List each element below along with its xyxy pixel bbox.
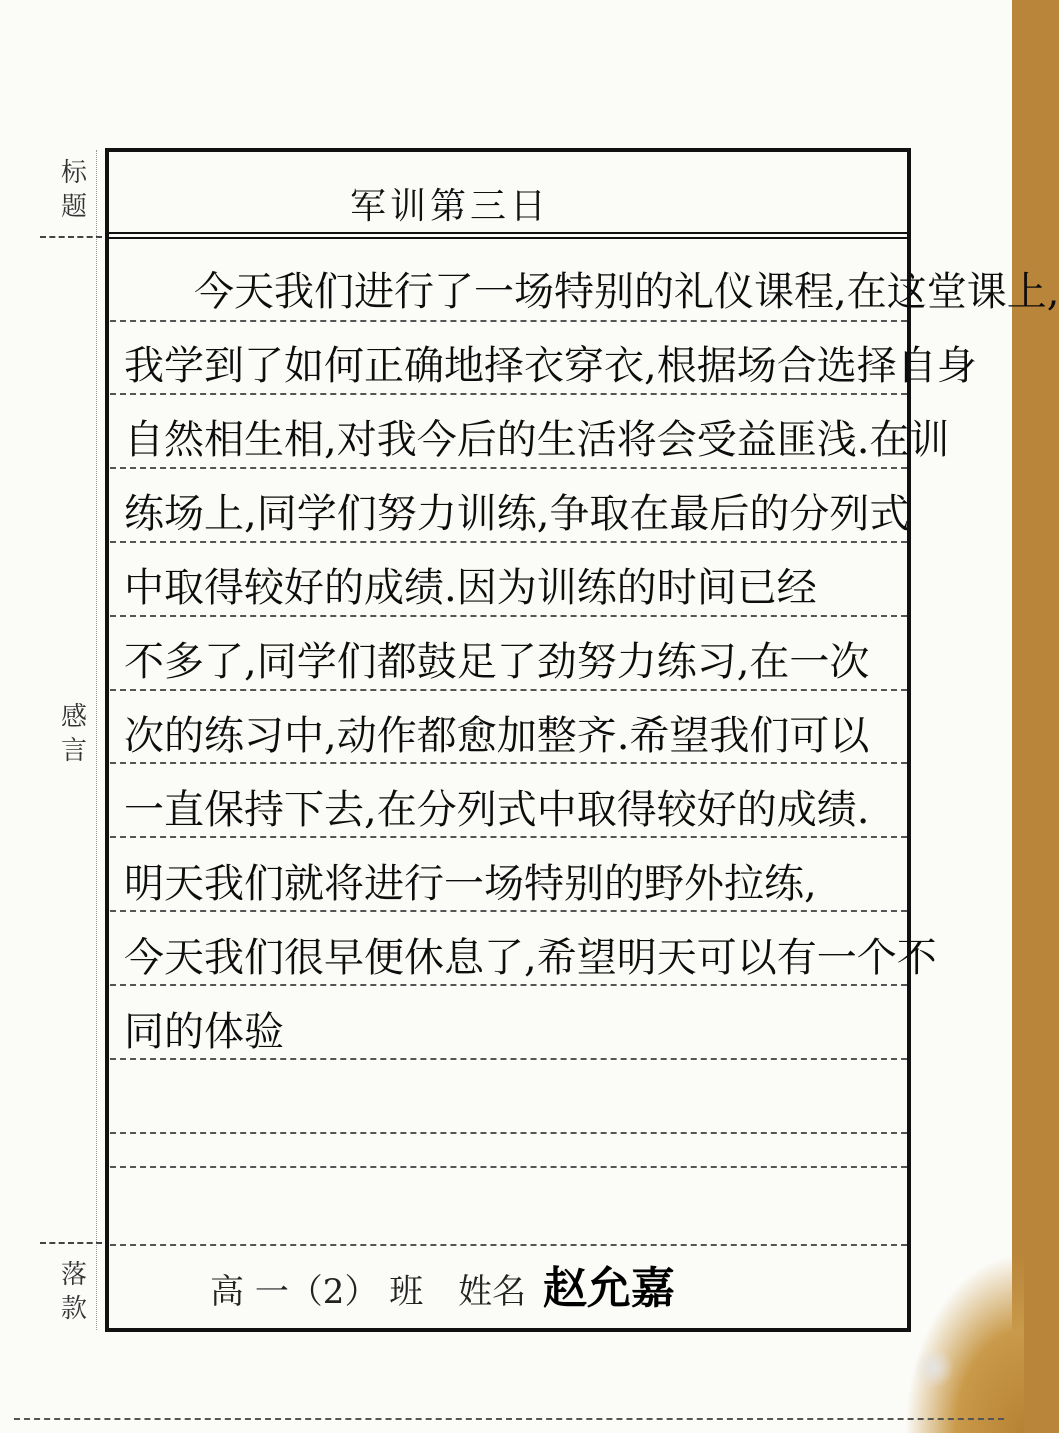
title-label-top: 标 bbox=[60, 158, 87, 188]
class-label: 班 bbox=[389, 1272, 424, 1312]
essay-line-11: 同的体验 bbox=[124, 1009, 284, 1055]
ruled-line bbox=[110, 1058, 907, 1060]
reflection-label-bottom: 言 bbox=[60, 736, 87, 766]
essay-line-4: 练场上,同学们努力训练,争取在最后的分列式 bbox=[124, 491, 910, 537]
ruled-line bbox=[110, 467, 907, 469]
ruled-line bbox=[110, 762, 907, 764]
reflection-label-top: 感 bbox=[60, 702, 87, 732]
ruled-line bbox=[110, 615, 907, 617]
ruled-line bbox=[110, 910, 907, 912]
signoff-label-top: 落 bbox=[60, 1260, 87, 1290]
essay-title: 军训第三日 bbox=[350, 186, 551, 227]
ruled-line bbox=[110, 1244, 907, 1246]
ruled-line bbox=[110, 836, 907, 838]
ruled-line bbox=[110, 393, 907, 395]
title-label bbox=[46, 156, 102, 224]
title-label-divider bbox=[40, 236, 102, 238]
essay-line-6: 不多了,同学们都鼓足了劲努力练习,在一次 bbox=[124, 639, 870, 685]
reflection-label bbox=[46, 700, 102, 768]
title-label-bottom: 题 bbox=[60, 192, 87, 222]
ruled-line bbox=[110, 984, 907, 986]
ruled-line bbox=[110, 1166, 907, 1168]
ruled-line bbox=[110, 541, 907, 543]
signoff-row bbox=[210, 1252, 675, 1316]
essay-line-7: 次的练习中,动作都愈加整齐.希望我们可以 bbox=[124, 713, 870, 759]
title-separator bbox=[105, 232, 911, 239]
cut-line bbox=[14, 1418, 1004, 1420]
ruled-line bbox=[110, 1132, 907, 1134]
class-number: 一（2） bbox=[254, 1272, 379, 1312]
paper-blot bbox=[914, 1348, 954, 1388]
name-label: 姓名 bbox=[458, 1272, 527, 1312]
signature: 赵允嘉 bbox=[542, 1263, 675, 1314]
essay-line-8: 一直保持下去,在分列式中取得较好的成绩. bbox=[124, 787, 870, 833]
essay-line-3: 自然相生相,对我今后的生活将会受益匪浅.在训 bbox=[124, 417, 950, 463]
essay-line-9: 明天我们就将进行一场特别的野外拉练, bbox=[124, 861, 817, 907]
ruled-line bbox=[110, 320, 907, 322]
essay-line-10: 今天我们很早便休息了,希望明天可以有一个不 bbox=[124, 935, 937, 981]
essay-line-5: 中取得较好的成绩.因为训练的时间已经 bbox=[124, 565, 817, 611]
signoff-label-bottom: 款 bbox=[60, 1294, 87, 1324]
signoff-label-divider bbox=[40, 1242, 102, 1244]
paper-corner-stain bbox=[904, 1253, 1024, 1433]
grade-text: 高 bbox=[210, 1272, 244, 1312]
essay-line-2: 我学到了如何正确地择衣穿衣,根据场合选择自身 bbox=[124, 343, 977, 389]
ruled-line bbox=[110, 689, 907, 691]
signoff-label bbox=[46, 1258, 102, 1326]
essay-line-1: 今天我们进行了一场特别的礼仪课程,在这堂课上, bbox=[194, 269, 1059, 315]
